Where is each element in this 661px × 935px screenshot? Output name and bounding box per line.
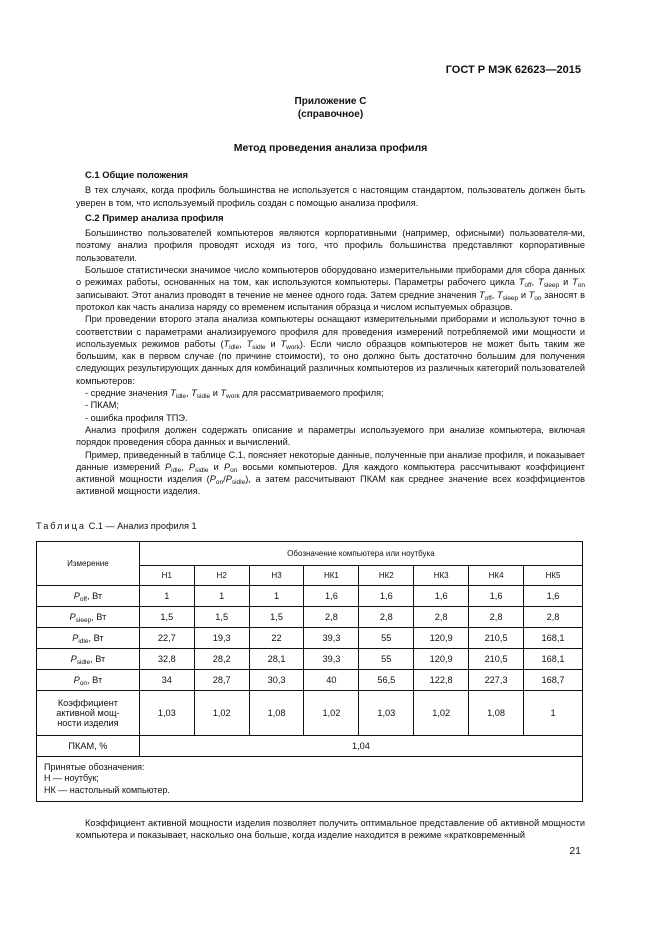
table-cell: 1,6 [469, 586, 524, 607]
column-header-computer: НК1 [304, 566, 359, 586]
table-cell: 168,7 [524, 670, 583, 691]
table-cell: 19,3 [194, 628, 249, 649]
table-cell: 227,3 [469, 670, 524, 691]
table-cell: 120,9 [414, 649, 469, 670]
table-cell: 34 [139, 670, 194, 691]
table-cell: 30,3 [249, 670, 304, 691]
table-cell: 1,5 [194, 607, 249, 628]
table-cell: 1 [249, 586, 304, 607]
main-title: Метод проведения анализа профиля [233, 142, 428, 154]
table-cell: 1,5 [249, 607, 304, 628]
paragraph-c1-1: В тех случаях, когда профиль большинства не используется с настоящим стандартом, пользователь должен быть уверен в том, что используемый профиль создан с помощью анализа профиля. [76, 185, 585, 208]
column-group-header: Обозначение компьютера или ноутбука [139, 542, 582, 566]
table-cell: 28,2 [194, 649, 249, 670]
column-header-computer: Н1 [139, 566, 194, 586]
section-heading-c1: С.1 Общие положения [85, 169, 188, 180]
table-cell: 39,3 [304, 628, 359, 649]
table-row-pkam [37, 736, 583, 757]
paragraph-c2-4: Анализ профиля должен содержать описание и параметры используемого при анализе компьютера, включая порядок проведения сбора данных и вычислений. [76, 424, 585, 448]
table-cell: 210,5 [469, 649, 524, 670]
table-cell: 1,6 [414, 586, 469, 607]
note-line: Принятые обозначения: [44, 762, 145, 772]
column-header-computer: НК3 [414, 566, 469, 586]
table-cell: 1,08 [469, 691, 524, 736]
section-heading-c2: С.2 Пример анализа профиля [85, 211, 224, 223]
table-cell: 2,8 [304, 607, 359, 628]
table-cell: 28,7 [194, 670, 249, 691]
table-cell: 22,7 [139, 628, 194, 649]
paragraph-c2-2: Большое статистически значимое число компьютеров оборудовано измерительными приборами для сбора данных о режимах работы, основанных на том, как используются компьютеры. Параметры рабочего цикла $T_{off}$, $T_{sleep}$ и $T_{on}$ записывают. Этот анализ проводят в течение не менее одного года. Затем средние значения $T_{off}$, $T_{sleep}$ и $T_{on}$ заносят в протокол как часть анализа наряду со временем испытания образца и числом испытуемых образцов. [76, 265, 585, 312]
table-cell: 1,03 [139, 691, 194, 736]
page-number: 21 [569, 845, 581, 857]
row-label-pkam: ПКАМ, % [37, 736, 140, 757]
closing-paragraph: Коэффициент активной мощности изделия позволяет получить оптимальное представление об активной мощности компьютера и показывает, насколько она больше, когда изделие находится в режиме «кратковременный [76, 818, 585, 841]
table-cell: 210,5 [469, 628, 524, 649]
table-cell: 1 [524, 691, 583, 736]
table-cell: 1,6 [524, 586, 583, 607]
note-line: Н — ноутбук; [44, 773, 99, 784]
note-line: НК — настольный компьютер. [44, 784, 170, 795]
table-cell: 55 [359, 628, 414, 649]
column-header-computer: НК4 [469, 566, 524, 586]
row-label: $P_{sidle}$, Вт [37, 649, 140, 670]
table-row [37, 670, 583, 691]
table-cell: 1 [139, 586, 194, 607]
table-cell: 22 [249, 628, 304, 649]
table-notes [37, 757, 583, 802]
table-cell: 1,02 [414, 691, 469, 736]
paragraph-c2-5: Пример, приведенный в таблице С.1, поясняет некоторые данные, полученные при анализе профиля, и показывает данные измерений $P_{idle}$, $P_{sidle}$ и $P_{on}$ восьми компьютеров. Для каждого компьютера рассчитывают коэффициент активной мощности изделия $(P_{on}/P_{sidle})$, а затем рассчитывают ПКАМ как среднее значение всех коэффициентов активной мощности изделия. [76, 449, 586, 497]
document-body [76, 166, 585, 498]
row-label: $P_{sleep}$, Вт [37, 607, 140, 628]
table-cell: 120,9 [414, 628, 469, 649]
table-cell: 1 [194, 586, 249, 607]
table-row-notes [37, 757, 583, 802]
table-cell: 1,02 [194, 691, 249, 736]
table-cell: 168,1 [524, 628, 583, 649]
table-cell: 1,02 [304, 691, 359, 736]
table-cell: 32,8 [139, 649, 194, 670]
row-label: $P_{off}$, Вт [37, 586, 140, 607]
table-cell: 2,8 [359, 607, 414, 628]
paragraph-c2-1: Большинство пользователей компьютеров являются корпоративными (например, офисными) пользователя-ми, поэтому анализ профиля проводят исходя из того, что профиль большинства представляют корпоративные пользователи. [76, 228, 585, 263]
table-body [37, 586, 583, 691]
column-header-measure: Измерение [37, 542, 140, 586]
table-cell: 56,5 [359, 670, 414, 691]
table-cell: 2,8 [414, 607, 469, 628]
table-cell: 1,6 [359, 586, 414, 607]
table-cell: 168,1 [524, 649, 583, 670]
table-cell: 1,5 [139, 607, 194, 628]
row-label: $P_{on}$, Вт [37, 670, 140, 691]
table-row [37, 586, 583, 607]
column-header-computer: Н2 [194, 566, 249, 586]
table-cell: 1,03 [359, 691, 414, 736]
row-label-koef: Коэффициент активной мощ- ности изделия [37, 691, 140, 736]
table-cell: 122,8 [414, 670, 469, 691]
table-cell: 1,6 [304, 586, 359, 607]
column-header-computer: НК2 [359, 566, 414, 586]
list-item-pkam: - ПКАМ; [85, 400, 119, 411]
list-item-averages: - средние значения $T_{idle}$, $T_{sidle}$ и $T_{work}$ для рассматриваемого профиля; [85, 388, 384, 401]
appendix-title: Приложение С [294, 96, 367, 107]
profile-analysis-table [36, 541, 583, 802]
appendix-subtitle: (справочное) [297, 109, 364, 120]
table-row [37, 628, 583, 649]
table-cell: 40 [304, 670, 359, 691]
table-cell: 2,8 [469, 607, 524, 628]
column-header-computer: Н3 [249, 566, 304, 586]
table-row [37, 649, 583, 670]
column-header-computer: НК5 [524, 566, 583, 586]
table-cell: 1,08 [249, 691, 304, 736]
table-cell: 28,1 [249, 649, 304, 670]
table-cell: 39,3 [304, 649, 359, 670]
table-cell: 55 [359, 649, 414, 670]
table-caption: Таблица С.1 — Анализ профиля 1 [36, 521, 197, 531]
appendix-heading [0, 95, 661, 121]
standard-code: ГОСТ Р МЭК 62623—2015 [445, 64, 581, 76]
pkam-value: 1,04 [139, 736, 582, 757]
paragraph-c2-3: При проведении второго этапа анализа компьютеры оснащают измерительными приборами и используют точно в соответствии с параметрами анализируемого профиля для проведения измерений потребляемой ими мощности и используемых режимов работы ($T_{idle}$, $T_{sidle}$ и $T_{work}$). Если число образцов компьютеров не может быть таким же большим, как в первом случае (по причине стоимости), то оно должно быть достаточно большим для получения следующих результирующих данных для комбинаций различных компьютеров из различных категорий пользователей компьютеров: [76, 314, 585, 386]
table-row-koef [37, 691, 583, 736]
list-item-error: - ошибка профиля ТПЭ. [85, 412, 188, 423]
table-cell: 2,8 [524, 607, 583, 628]
row-label: $P_{idle}$, Вт [37, 628, 140, 649]
table-row [37, 607, 583, 628]
